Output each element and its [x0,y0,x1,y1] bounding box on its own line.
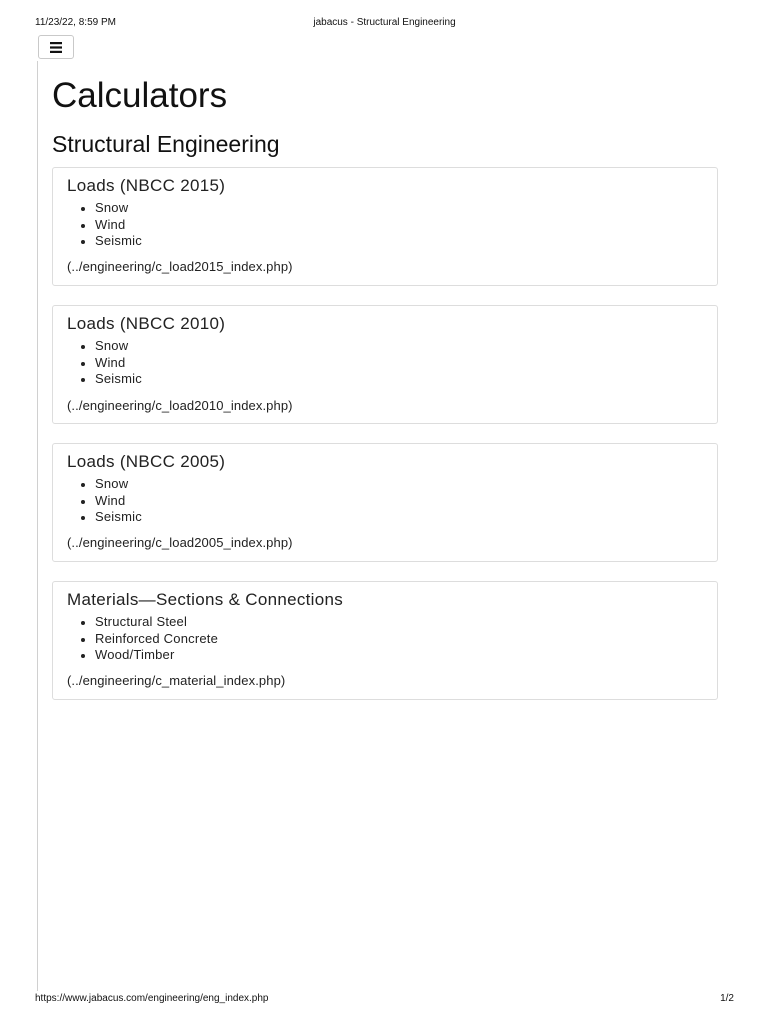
calculator-card-materials [52,581,718,700]
card-link-url[interactable]: (../engineering/c_material_index.php) [67,673,286,688]
card-item-list [67,200,142,250]
card-link-url[interactable]: (../engineering/c_load2005_index.php) [67,535,293,550]
print-url: https://www.jabacus.com/engineering/eng_index.php [35,993,269,1004]
card-title[interactable]: Loads (NBCC 2005) [67,452,226,471]
print-header [35,17,734,31]
page-title: Calculators [52,76,228,115]
calculator-card-loads-2010 [52,305,718,424]
list-item[interactable]: Seismic [95,233,142,248]
card-link-url[interactable]: (../engineering/c_load2015_index.php) [67,259,293,274]
print-page-number: 1/2 [720,993,734,1004]
print-datetime: 11/23/22, 8:59 PM [35,17,116,28]
card-title[interactable]: Loads (NBCC 2015) [67,176,226,195]
list-item[interactable]: Snow [95,200,142,217]
print-footer [35,993,734,1007]
list-item[interactable]: Wind [95,355,142,372]
list-item[interactable]: Seismic [95,371,142,386]
sidebar-divider [37,61,38,991]
section-title: Structural Engineering [52,131,280,157]
card-item-list [67,614,218,664]
calculator-card-loads-2015 [52,167,718,286]
hamburger-menu-icon [50,42,62,53]
list-item[interactable]: Wind [95,493,142,510]
list-item[interactable]: Reinforced Concrete [95,630,219,646]
list-item[interactable]: Snow [95,338,142,355]
menu-toggle-button[interactable] [38,35,74,59]
calculator-card-loads-2005 [52,443,718,562]
card-title[interactable]: Materials—Sections & Connections [67,590,344,609]
list-item[interactable]: Wood/Timber [95,647,218,664]
list-item[interactable]: Structural Steel [95,614,218,631]
card-link-url[interactable]: (../engineering/c_load2010_index.php) [67,398,293,413]
card-item-list [67,476,142,526]
list-item[interactable]: Wind [95,217,142,234]
list-item[interactable]: Seismic [95,509,142,524]
list-item[interactable]: Snow [95,476,142,493]
print-page-title: jabacus - Structural Engineering [313,17,456,28]
card-item-list [67,338,142,388]
card-title[interactable]: Loads (NBCC 2010) [67,314,226,333]
